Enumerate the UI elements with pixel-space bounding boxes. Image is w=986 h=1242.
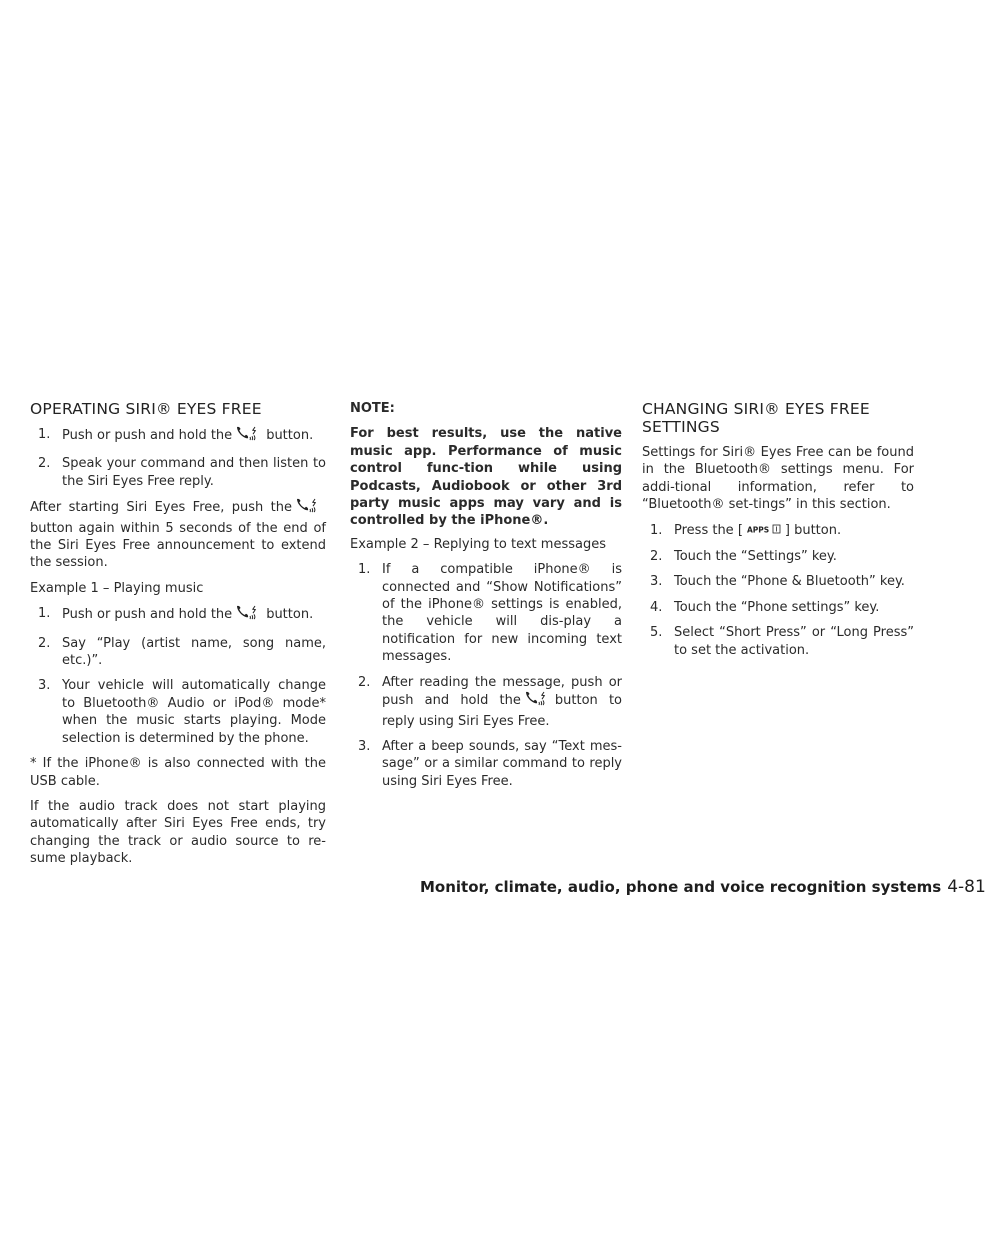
list-item: 3. Touch the “Phone & Bluetooth” key. xyxy=(650,574,905,590)
body-paragraph: After starting Siri Eyes Free, push thebutton again within 5 seconds of the end of the Siri Eyes Free announcement to extend the session. xyxy=(30,500,326,571)
list-item: 2. Say “Play (artist name, song name, etc.)”. xyxy=(38,635,326,669)
phone-voice-icon xyxy=(525,691,547,712)
footer-title: Monitor, climate, audio, phone and voice recognition systems xyxy=(420,878,942,896)
list-item: 5. Select “Short Press” or “Long Press” to set the activation. xyxy=(650,625,914,658)
list-item: 2. After reading the message, push or push and hold the button to reply using Siri Eyes Free. xyxy=(358,674,622,729)
list-item: 1. Push or push and hold the button. xyxy=(30,605,326,626)
operating-steps xyxy=(30,426,326,490)
phone-voice-icon xyxy=(236,426,258,447)
body-paragraph: Settings for Siri® Eyes Free can be found in the Bluetooth® settings menu. For addi-tional information, refer to “Bluetooth® set-tings” in this section. xyxy=(642,445,914,513)
column-note xyxy=(350,400,622,798)
example-heading: Example 1 – Playing music xyxy=(30,580,204,596)
list-item: 1. If a compatible iPhone® is connected and “Show Notifications” of the iPhone® settings is enabled, the vehicle will dis-play a notification for new incoming text messages. xyxy=(358,562,622,665)
note-heading: NOTE: xyxy=(350,401,395,416)
list-item: 2. Touch the “Settings” key. xyxy=(650,549,837,565)
column-changing xyxy=(642,400,914,667)
phone-voice-icon xyxy=(296,498,318,519)
apps-icon xyxy=(747,523,781,540)
example1-steps xyxy=(30,605,326,747)
list-item: 2. Speak your command and then listen to the Siri Eyes Free reply. xyxy=(38,456,326,489)
svg-text:APPS: APPS xyxy=(746,525,770,535)
example2-steps xyxy=(350,561,622,790)
example-heading: Example 2 – Replying to text messages xyxy=(350,536,606,552)
list-item: 3. After a beep sounds, say “Text mes-sage” or a similar command to reply using Siri Eyes Free. xyxy=(358,738,622,789)
section-title-operating: OPERATING SIRI® EYES FREE xyxy=(30,400,262,418)
list-item: 3. Your vehicle will automatically change to Bluetooth® Audio or iPod® mode* when the music starts playing. Mode selection is determined by the phone. xyxy=(38,678,326,746)
list-item: 1. Press the [ APPS ] button. xyxy=(642,522,914,540)
body-paragraph: If the audio track does not start playing automatically after Siri Eyes Free ends, try changing the track or audio source to re-sume playback. xyxy=(30,798,326,867)
list-item: 1. Push or push and hold the button. xyxy=(30,426,326,447)
changing-steps xyxy=(642,522,914,659)
footnote: * If the iPhone® is also connected with the USB cable. xyxy=(30,756,326,789)
note-body: For best results, use the native music app. Performance of music control func-tion while using Podcasts, Audiobook or other 3rd party music apps may vary and is controlled by the iPhone®. xyxy=(350,426,622,529)
list-item: 4. Touch the “Phone settings” key. xyxy=(650,599,880,615)
page-footer xyxy=(420,877,986,897)
page-number: 4-81 xyxy=(947,877,986,897)
column-operating xyxy=(30,400,326,876)
phone-voice-icon xyxy=(236,605,258,626)
section-title-changing: CHANGING SIRI® EYES FREE SETTINGS xyxy=(642,400,870,436)
